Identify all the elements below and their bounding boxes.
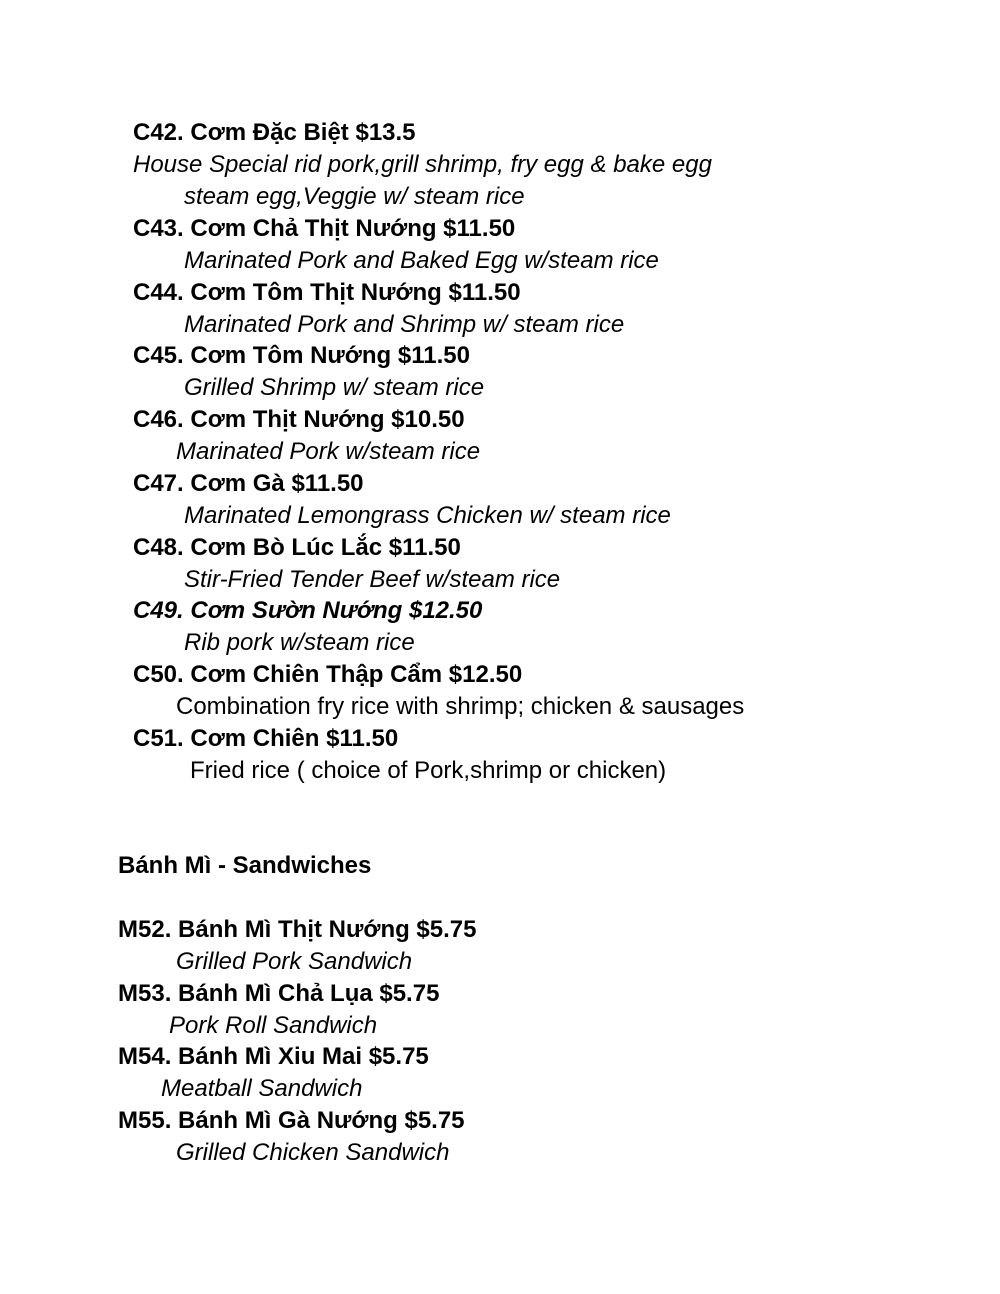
menu-item-title: C43. Cơm Chả Thịt Nướng $11.50 (133, 215, 516, 242)
menu-item-title: M54. Bánh Mì Xiu Mai $5.75 (118, 1043, 429, 1070)
menu-item-title: M53. Bánh Mì Chả Lụa $5.75 (118, 980, 440, 1007)
menu-item-description: Meatball Sandwich (161, 1075, 363, 1102)
menu-item-description: Rib pork w/steam rice (184, 629, 415, 656)
menu-item-description: Marinated Pork and Baked Egg w/steam rice (184, 247, 659, 274)
menu-item-description: Marinated Pork and Shrimp w/ steam rice (184, 311, 625, 338)
menu-item-title: C45. Cơm Tôm Nướng $11.50 (133, 342, 470, 369)
menu-item-title: C50. Cơm Chiên Thập Cẩm $12.50 (133, 661, 523, 688)
menu-item-description: Grilled Shrimp w/ steam rice (184, 374, 485, 401)
menu-item-description: Pork Roll Sandwich (169, 1012, 378, 1039)
menu-item-title: C44. Cơm Tôm Thịt Nướng $11.50 (133, 279, 521, 306)
menu-item-description: Stir-Fried Tender Beef w/steam rice (184, 566, 561, 593)
section-heading: Bánh Mì - Sandwiches (118, 852, 372, 879)
menu-item-title: C49. Cơm Sườn Nướng $12.50 (133, 597, 483, 624)
menu-item-description: Marinated Pork w/steam rice (176, 438, 481, 465)
menu-item-description: Grilled Pork Sandwich (176, 948, 413, 975)
menu-item-description: Marinated Lemongrass Chicken w/ steam rice (184, 502, 671, 529)
menu-item-title: C51. Cơm Chiên $11.50 (133, 725, 399, 752)
menu-item-title: C42. Cơm Đặc Biệt $13.5 (133, 119, 416, 146)
menu-item-description: steam egg,Veggie w/ steam rice (184, 183, 525, 210)
menu-item-description: Combination fry rice with shrimp; chicken & sausages (176, 693, 745, 720)
menu-item-description: Fried rice ( choice of Pork,shrimp or chicken) (190, 757, 667, 784)
menu-item-title: C47. Cơm Gà $11.50 (133, 470, 364, 497)
menu-item-title: C46. Cơm Thịt Nướng $10.50 (133, 406, 465, 433)
menu-item-title: C48. Cơm Bò Lúc Lắc $11.50 (133, 534, 461, 561)
menu-item-title: M55. Bánh Mì Gà Nướng $5.75 (118, 1107, 465, 1134)
menu-item-description: House Special rid pork,grill shrimp, fry egg & bake egg (133, 151, 712, 178)
menu-item-description: Grilled Chicken Sandwich (176, 1139, 450, 1166)
menu-item-title: M52. Bánh Mì Thịt Nướng $5.75 (118, 916, 477, 943)
